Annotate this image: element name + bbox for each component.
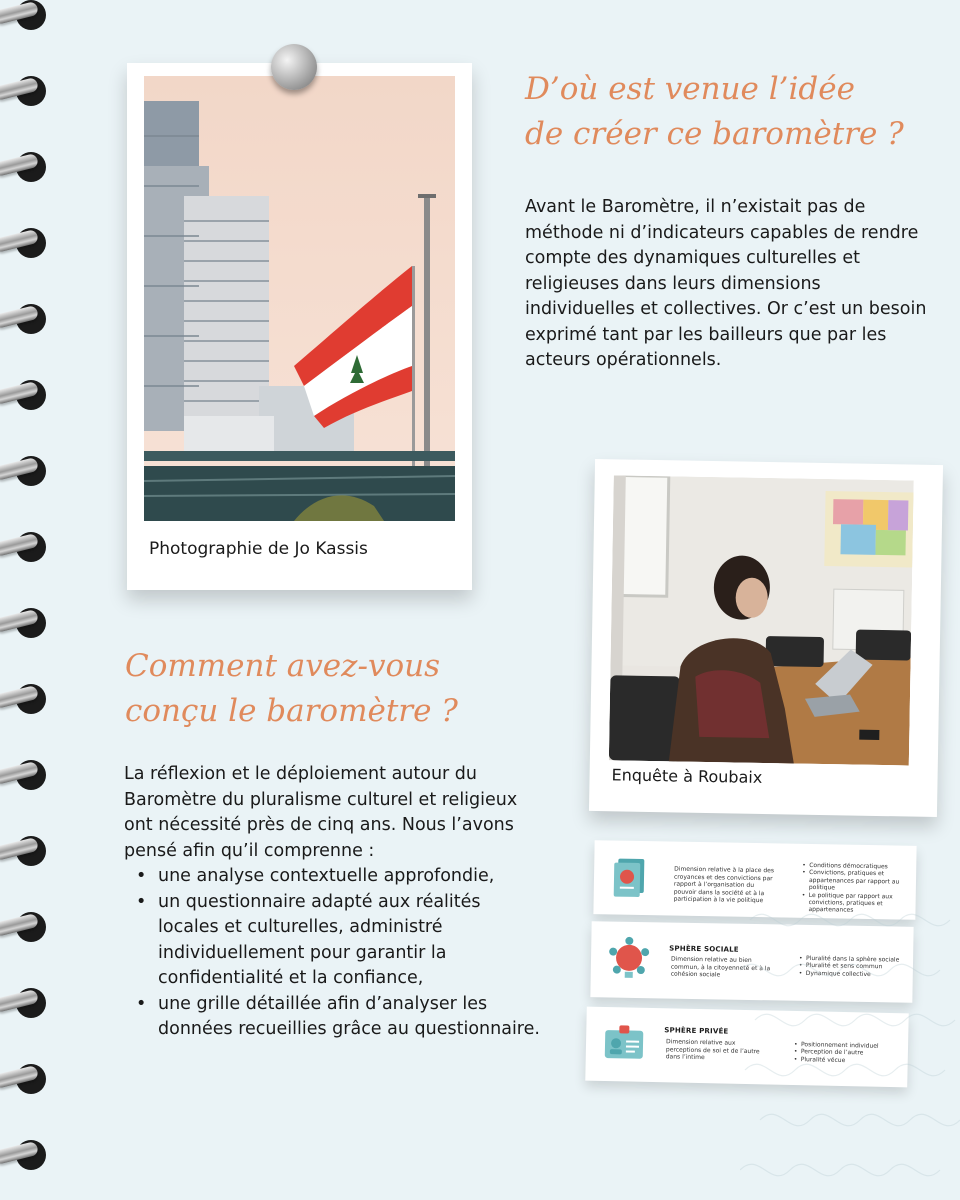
handwriting-decoration: [740, 880, 960, 1200]
list-item: • une analyse contextuelle approfondie,: [130, 864, 540, 890]
document-icon: [610, 854, 655, 899]
list-item: • Pluralité et sens commun: [799, 962, 904, 971]
list-item: • Le politique par rapport aux convictions, pratiques et appartenances: [801, 891, 906, 915]
spiral-ring: [0, 1060, 52, 1096]
polaroid-photo-flag: [127, 63, 472, 590]
spiral-ring: [0, 908, 52, 944]
community-icon: [607, 935, 652, 980]
list-item: • Dynamique collective: [799, 970, 904, 979]
paragraph-origin: Avant le Baromètre, il n’existait pas de méthode ni d’indicateurs capables de rendre compte des dynamiques culturelles et religieuses dans leurs dimensions individuelles et collectives. Or c’est un besoin exprimé tant par les bailleurs que par les acteurs opérationnels.: [525, 197, 927, 370]
spiral-ring: [0, 148, 52, 184]
section-title-method: [125, 644, 505, 734]
spiral-binding: [0, 0, 60, 1200]
list-item: • Positionnement individuel: [794, 1041, 899, 1051]
spiral-ring: [0, 224, 52, 260]
method-bullet-list: [130, 864, 540, 1043]
spiral-ring: [0, 376, 52, 412]
spiral-ring: [0, 680, 52, 716]
list-item: • Pluralité dans la sphère sociale: [799, 955, 904, 964]
spiral-ring: [0, 832, 52, 868]
sphere-title: SPHÈRE PRIVÉE: [664, 1026, 729, 1036]
list-item: • Convictions, pratiques et appartenances par rapport au politique: [802, 869, 907, 893]
sphere-description: Dimension relative aux perceptions de soi et de l’autre dans l’intime: [665, 1038, 760, 1062]
sphere-description: Dimension relative à la place des croyances et des convictions par rapport à l’organisation du pouvoir dans la société et à la participation à la vie politique: [673, 865, 775, 905]
spiral-ring: [0, 300, 52, 336]
list-item: • Perception de l’autre: [794, 1048, 899, 1058]
list-item: • un questionnaire adapté aux réalités locales et culturelles, administré individuellement pour garantir la confidentialité et la confiance,: [130, 890, 540, 992]
photo-caption: Enquête à Roubaix: [611, 765, 763, 787]
sphere-description: Dimension relative au bien commun, à la citoyenneté et à la cohésion sociale: [670, 955, 771, 979]
photo-caption: Photographie de Jo Kassis: [149, 539, 368, 559]
title-line: D’où est venue l’idée: [525, 71, 855, 107]
spiral-ring: [0, 72, 52, 108]
title-line: conçu le baromètre ?: [125, 693, 458, 729]
title-line: de créer ce baromètre ?: [525, 116, 904, 152]
spiral-ring: [0, 984, 52, 1020]
spiral-ring: [0, 528, 52, 564]
list-item: • Pluralité vécue: [794, 1056, 899, 1066]
section-title-origin: [525, 67, 945, 157]
photo-survey-roubaix: [609, 475, 914, 765]
spiral-ring: [0, 604, 52, 640]
spiral-ring: [0, 756, 52, 792]
list-item: • une grille détaillée afin d’analyser les données recueillies grâce au questionnaire.: [130, 992, 540, 1043]
paragraph-method-intro: La réflexion et le déploiement autour du Baromètre du pluralisme culturel et religieux ont nécessité près de cinq ans. Nous l’avons pensé afin qu’il comprenne :: [124, 764, 518, 861]
title-line: Comment avez-vous: [125, 648, 440, 684]
spiral-ring: [0, 1136, 52, 1172]
polaroid-photo-survey: [589, 459, 943, 817]
spiral-ring: [0, 452, 52, 488]
pushpin-icon: [271, 44, 317, 90]
sphere-title: SPHÈRE SOCIALE: [669, 944, 739, 954]
spiral-ring: [0, 0, 52, 32]
list-item: • Conditions démocratiques: [802, 862, 907, 871]
id-card-icon: [602, 1021, 647, 1066]
photo-lebanese-flag: [144, 76, 455, 521]
